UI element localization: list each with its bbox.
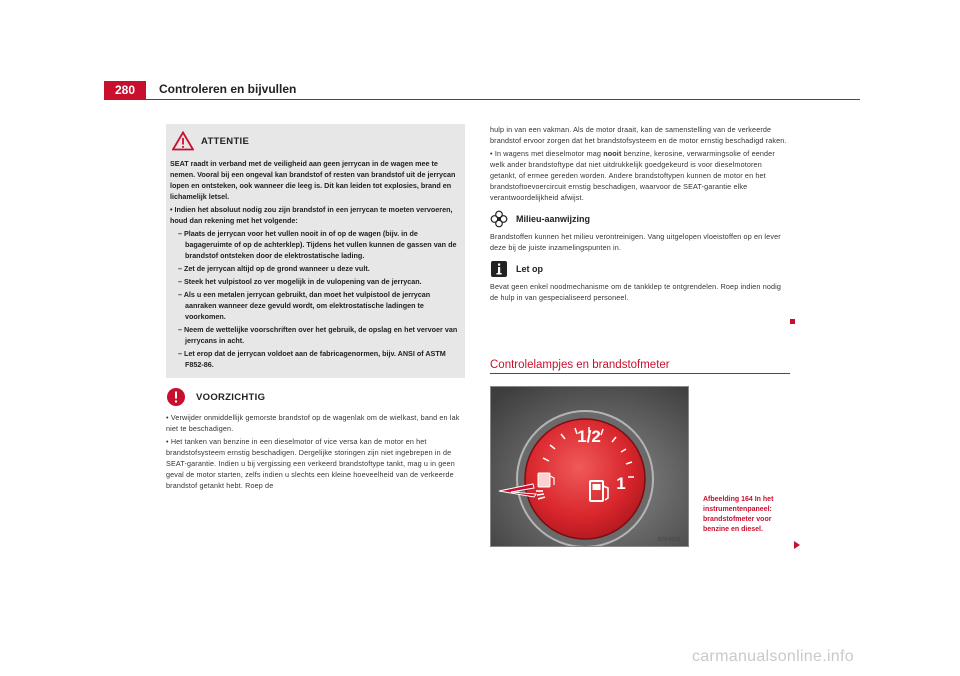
warning-title: ATTENTIE: [201, 135, 250, 147]
warning-header: [170, 130, 460, 152]
warning-item: – Neem de wettelijke voorschriften over het gebruik, de opslag en het vervoer van jerrycans in acht.: [178, 325, 458, 345]
caution-text: • Verwijder onmiddellijk gemorste brandstof op de wagenlak om de wielkast, band en lak niet te beschadigen.: [166, 413, 460, 433]
continued-text: hulp in van een vakman. Als de motor draait, kan de samenstelling van de verkeerde brandstof ervoor zorgen dat het brandstofsysteem en de motor ernstig beschadigd raken.: [490, 125, 787, 145]
section-end-marker: [790, 319, 795, 324]
gauge-half-label: 1/2: [577, 427, 601, 446]
continue-arrow-icon: [794, 541, 800, 549]
diesel-text-pre: • In wagens met dieselmotor mag: [490, 149, 604, 158]
note-title: Let op: [516, 264, 543, 274]
environment-title: Milieu-aanwijzing: [516, 214, 591, 224]
warning-bullet: • Indien het absoluut nodig zou zijn brandstof in een jerrycan te moeten vervoeren, houd dan rekening met het volgende:: [170, 205, 453, 225]
note-header: [490, 259, 790, 279]
environment-header: [490, 209, 790, 229]
environment-text: Brandstoffen kunnen het milieu verontreinigen. Vang uitgelopen vloeistoffen op en lever deze bij de juiste inzamelingspunten in.: [490, 232, 781, 252]
gauge-full-label: 1: [616, 474, 626, 493]
diesel-text-bold: nooit: [603, 149, 622, 158]
warning-box: [166, 124, 465, 378]
caution-text: • Het tanken van benzine in een dieselmotor of vice versa kan de motor en het brandstofsysteem ernstig beschadigen. Dergelijke storingen zijn niet ingebrepen in de SEAT-garantie. Indien u bij vergissing een verkeerd brandstoftype tankt, mag u in geen geval de motor starten, zelfs indien u slechts een kleine hoeveelheid van de verkeerde brandstof getankt hebt. Roep de: [166, 437, 455, 490]
section-divider: [490, 373, 790, 374]
chapter-title: Controleren en bijvullen: [159, 82, 297, 96]
fuel-gauge-figure: [490, 386, 689, 547]
left-column: [166, 124, 465, 493]
note-text: Bevat geen enkel noodmechanisme om de tankklep te ontgrendelen. Roep indien nodig de hulp in van gespecialiseerd personeel.: [490, 282, 782, 302]
page-number: 280: [104, 81, 146, 99]
warning-item: – Let erop dat de jerrycan voldoet aan de fabricagenormen, bijv. ANSI of ASTM F852-86.: [178, 349, 446, 369]
diesel-paragraph: [490, 148, 790, 203]
caution-header: [166, 386, 465, 408]
warning-item: – Als u een metalen jerrycan gebruikt, dan moet het vulpistool de jerrycan aanraken wanneer deze gevuld wordt, om elektrostatische ladingen te voorkomen.: [178, 290, 431, 321]
warning-intro: SEAT raadt in verband met de veiligheid aan geen jerrycan in de wagen mee te nemen. Vooral bij een ongeval kan brandstof of resten van brandstof uit de jerrycan lopen en ontsteken, ook wanneer die leeg is. Dit kan leiden tot explosies, brand en lichamelijk letsel.: [170, 159, 456, 201]
fuel-gauge-illustration: [491, 387, 689, 547]
diesel-text-post: benzine, kerosine, verwarmingsolie of eender welk ander brandstoftype dat niet uitdrukkelijk goedgekeurd is voor dieselmotoren getankt, of ermee gereden worden. Andere brandstoftypen kunnen de motor en het brandstoftoevoercircuit ernstig beschadigen, waarvoor de SEAT-garantie elke verantwoordelijkheid afwijst.: [490, 149, 775, 202]
info-note-icon: [490, 260, 508, 278]
right-column: [490, 124, 790, 305]
environment-flower-icon: [490, 210, 508, 228]
caution-exclamation-icon: [166, 387, 186, 407]
warning-item: – Steek het vulpistool zo ver mogelijk in de vulopening van de jerrycan.: [178, 277, 422, 286]
watermark: carmanualsonline.info: [692, 648, 854, 665]
warning-item: – Plaats de jerrycan voor het vullen nooit in of op de wagen (bijv. in de bagageruimte of op de achterklep). Tijdens het vullen kunnen de gassen van de brandstof ontsteken door de elektrostatische lading.: [178, 229, 457, 260]
caution-title: VOORZICHTIG: [196, 391, 266, 403]
figure-code: B7V-0516: [658, 537, 680, 543]
section-title: Controlelampjes en brandstofmeter: [490, 359, 670, 371]
warning-triangle-icon: [172, 131, 194, 151]
figure-caption: Afbeelding 164 In het instrumentenpaneel: brandstofmeter voor benzine en diesel.: [703, 496, 774, 533]
warning-item: – Zet de jerrycan altijd op de grond wanneer u deze vult.: [178, 264, 370, 273]
header-divider: [104, 99, 860, 100]
